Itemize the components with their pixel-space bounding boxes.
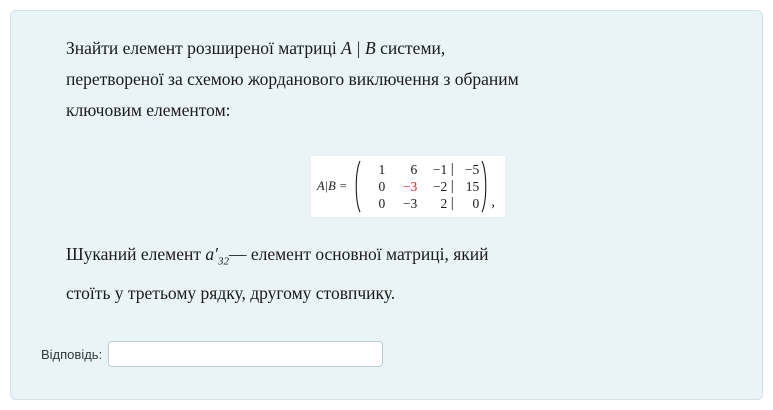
question-card	[10, 10, 763, 400]
left-paren-icon	[352, 160, 361, 213]
question-line-1-pre: Знайти елемент розширеної матриці	[66, 38, 342, 58]
element-symbol	[205, 239, 229, 278]
question-line-1	[66, 33, 726, 64]
matrix-cell-r1c3: −1	[432, 161, 448, 177]
matrix-divider-r3: |	[450, 195, 454, 211]
element-prime: ′	[214, 244, 218, 264]
answer-row	[41, 341, 383, 367]
element-subscript: 32	[217, 255, 229, 268]
matrix-trailing-comma: ,	[491, 194, 496, 210]
conclusion-pre: Шуканий елемент	[66, 244, 206, 264]
right-paren-icon	[481, 160, 490, 213]
matrix-divider-r2: |	[450, 178, 454, 194]
matrix-cell-r2c3: −2	[432, 178, 448, 194]
question-text	[66, 33, 726, 126]
matrix-cell-r2c2-pivot: −3	[402, 178, 418, 194]
matrix-cell-r1c4: −5	[464, 161, 480, 177]
question-line-1-post: системи,	[375, 38, 446, 58]
element-base: a	[205, 244, 215, 264]
matrix-cell-r3c2: −3	[402, 195, 418, 211]
matrix-divider-r1: |	[450, 161, 454, 177]
matrix-label: A|B =	[317, 179, 348, 193]
matrix-figure	[311, 156, 505, 217]
matrix-cell-r1c2: 6	[410, 161, 418, 177]
matrix-cell-r1c1: 1	[378, 161, 386, 177]
question-line-2: перетвореної за схемою жорданового виключення з обраним	[66, 69, 519, 89]
matrix-cell-r3c4: 0	[472, 195, 480, 211]
answer-input[interactable]	[108, 341, 383, 367]
matrix-cell-r2c1: 0	[378, 178, 386, 194]
matrix-cell-r2c4: 15	[465, 178, 480, 194]
matrix-cell-r3c3: 2	[440, 195, 448, 211]
conclusion-post: — елемент основної матриці, який	[228, 244, 489, 264]
conclusion-line-2: стоїть у третьому рядку, другому стовпчику.	[66, 282, 396, 303]
matrix-cell-r3c1: 0	[378, 195, 386, 211]
answer-label: Відповідь:	[41, 346, 103, 362]
question-line-3: ключовим елементом:	[66, 100, 231, 120]
matrix-grid	[361, 161, 481, 212]
matrix-symbol-inline: A | B	[341, 38, 376, 58]
conclusion-text	[66, 239, 746, 309]
conclusion-line-1	[66, 239, 746, 278]
